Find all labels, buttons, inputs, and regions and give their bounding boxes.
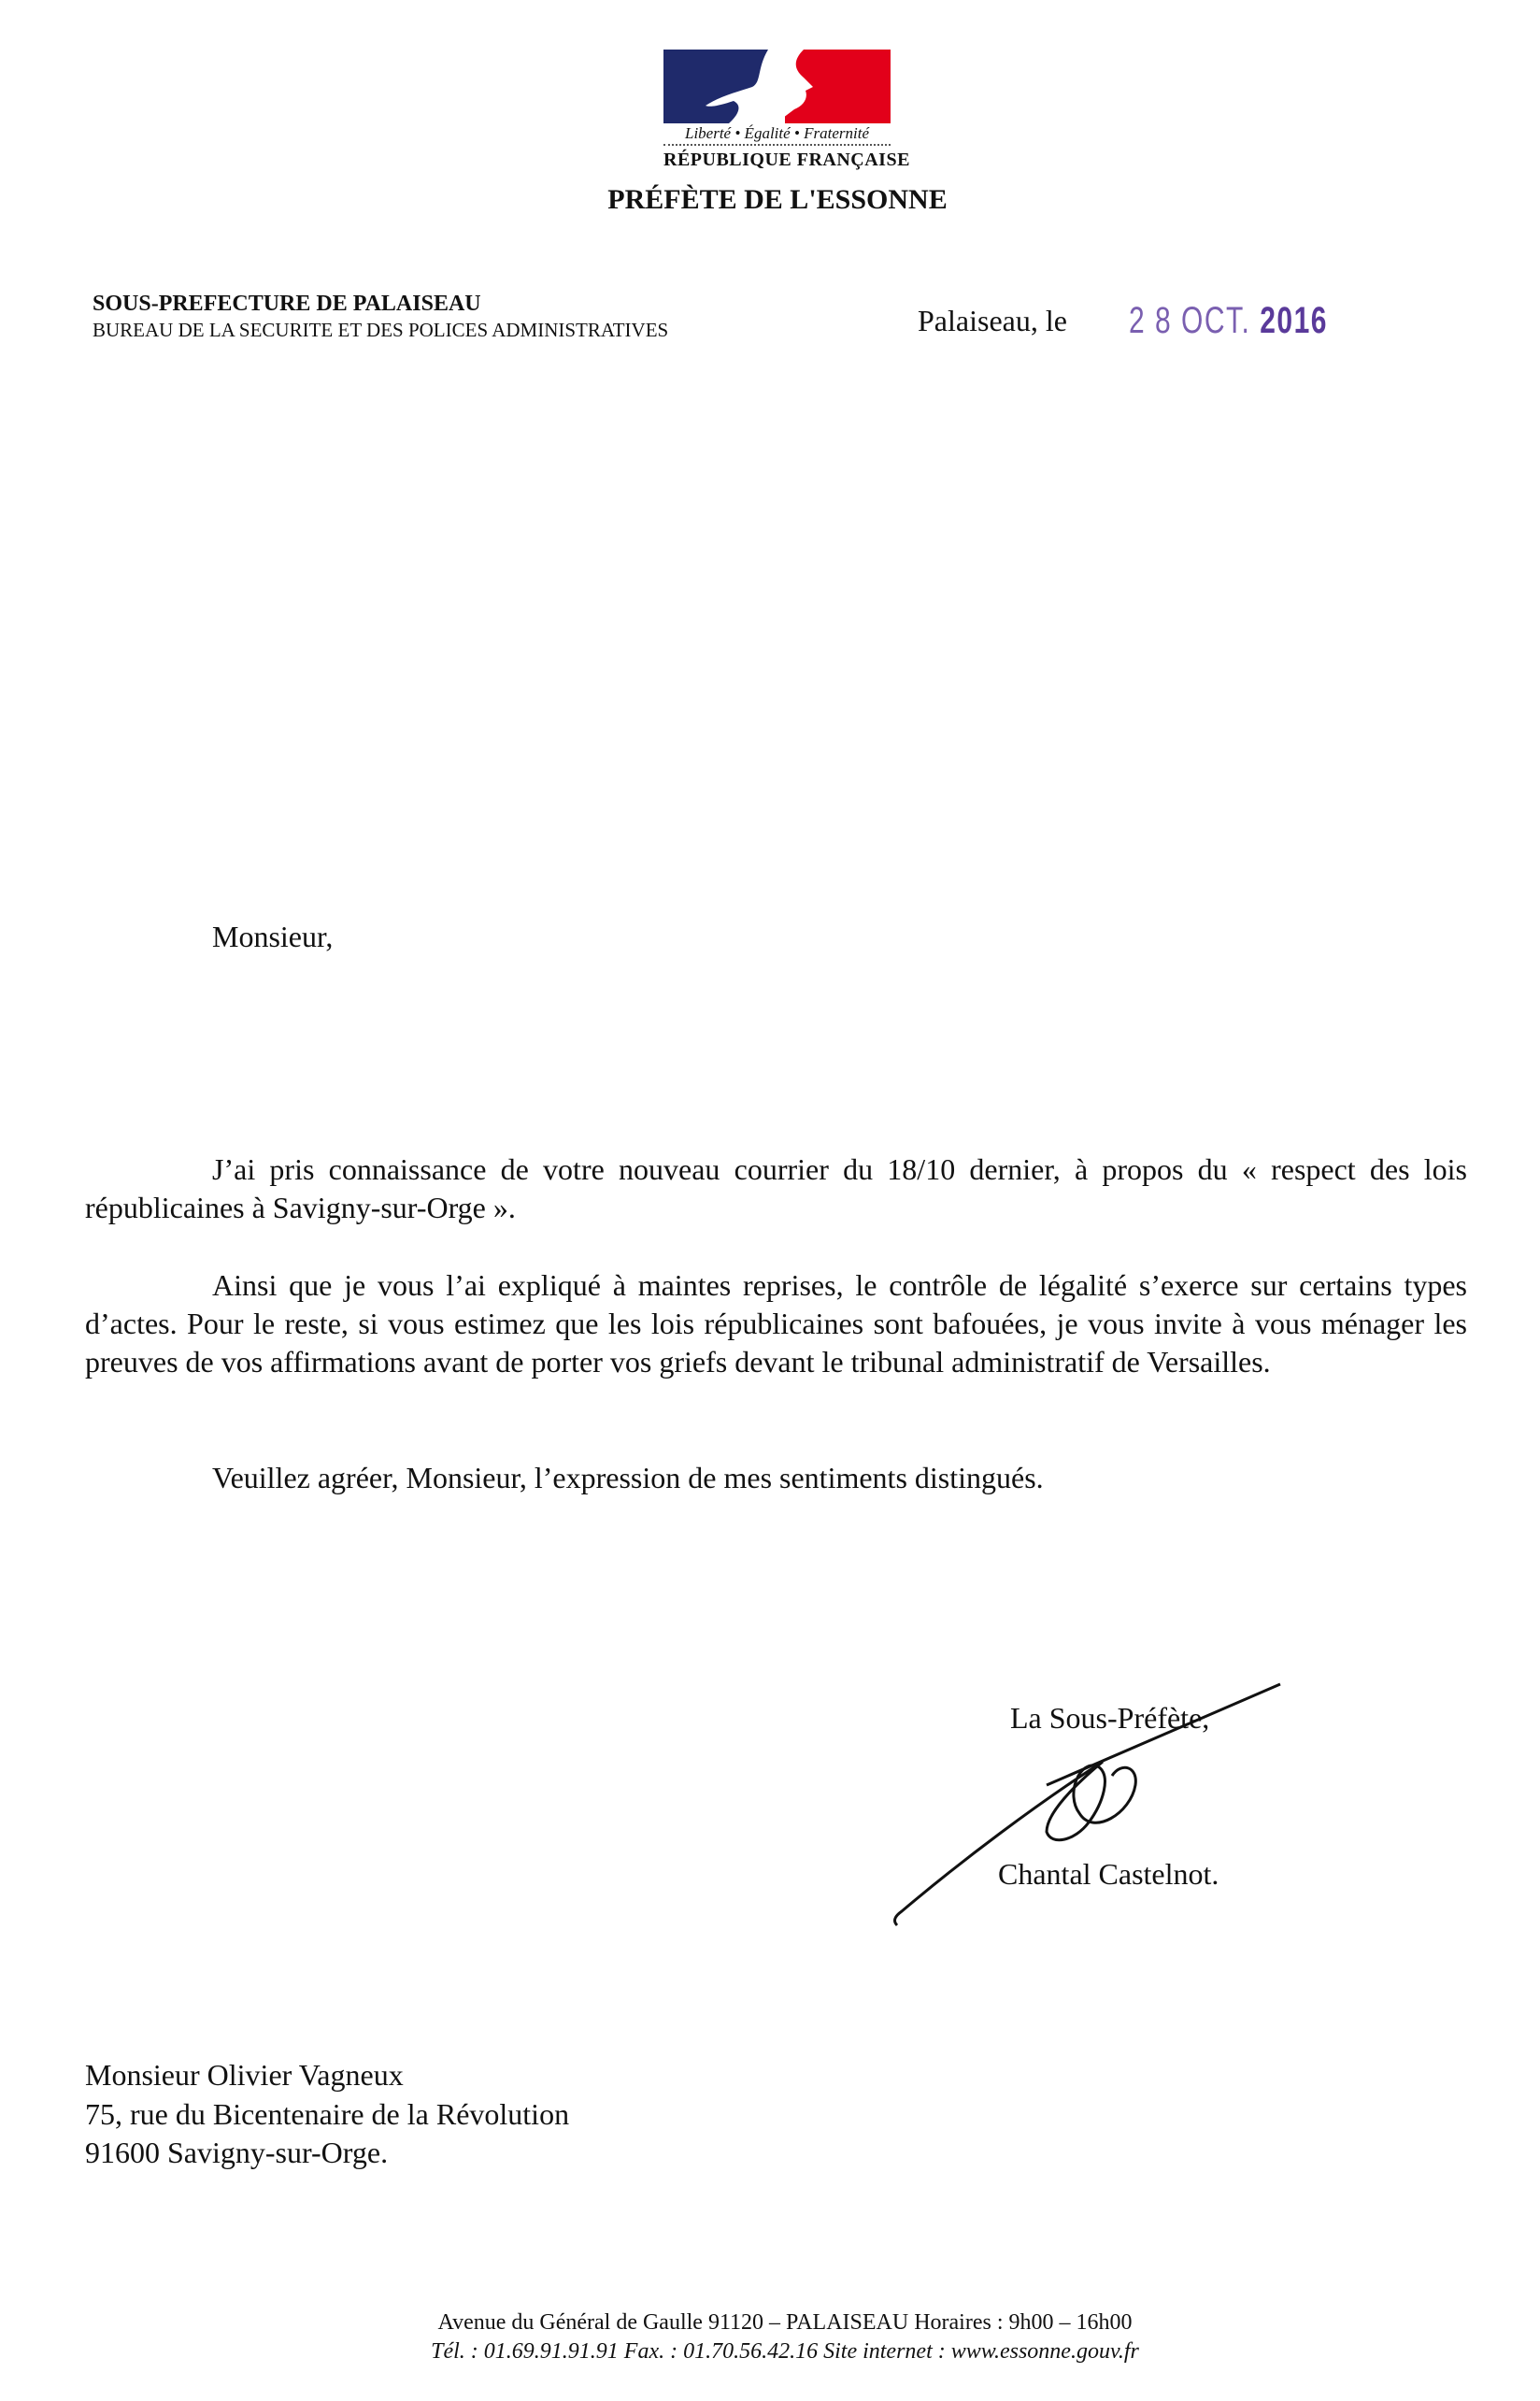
footer-address: Avenue du Général de Gaulle 91120 – PALAISEAU Horaires : 9h00 – 16h00 [437,2310,1133,2335]
paragraph: Ainsi que je vous l’ai expliqué à maintes reprises, le contrôle de légalité s’exerce sur certains types d’actes. Pour le reste, si vous estimez que les lois républicaines sont bafouées, je vous invite à vous ménager les preuves de vos affirmations avant de porter vos griefs devant le tribunal administratif de Versailles. [85,1268,1467,1379]
date-stamp [1129,299,1328,342]
republic-label: RÉPUBLIQUE FRANÇAISE [663,150,910,170]
signatory-title: La Sous-Préfète, [1010,1701,1210,1735]
recipient-name: Monsieur Olivier Vagneux [85,2058,404,2092]
recipient-city: 91600 Savigny-sur-Orge. [85,2136,389,2169]
prefecture-title: PRÉFÈTE DE L'ESSONNE [607,184,948,215]
place-label: Palaiseau, le [918,304,1067,337]
recipient-street: 75, rue du Bicentenaire de la Révolution [85,2097,570,2131]
sub-prefecture: SOUS-PREFECTURE DE PALAISEAU [93,292,481,316]
paragraph: J’ai pris connaissance de votre nouveau courrier du 18/10 dernier, à propos du « respect des lois républicaines à Savigny-sur-Orge ». [85,1152,1467,1224]
handwritten-signature [888,1673,1299,1935]
date-stamp-year: 2016 [1260,300,1328,341]
motto: Liberté • Égalité • Fraternité [663,123,891,146]
date-stamp-day-month: 2 8 OCT. [1129,300,1251,341]
signatory-name: Chantal Castelnot. [998,1857,1219,1891]
salutation: Monsieur, [212,920,334,953]
marianne-logo [663,50,891,123]
footer-contact: Tél. : 01.69.91.91.91 Fax. : 01.70.56.42.16 Site internet : www.essonne.gouv.fr [431,2339,1139,2364]
bureau: BUREAU DE LA SECURITE ET DES POLICES ADMINISTRATIVES [93,319,669,341]
paragraph: Veuillez agréer, Monsieur, l’expression de mes sentiments distingués. [212,1461,1044,1494]
